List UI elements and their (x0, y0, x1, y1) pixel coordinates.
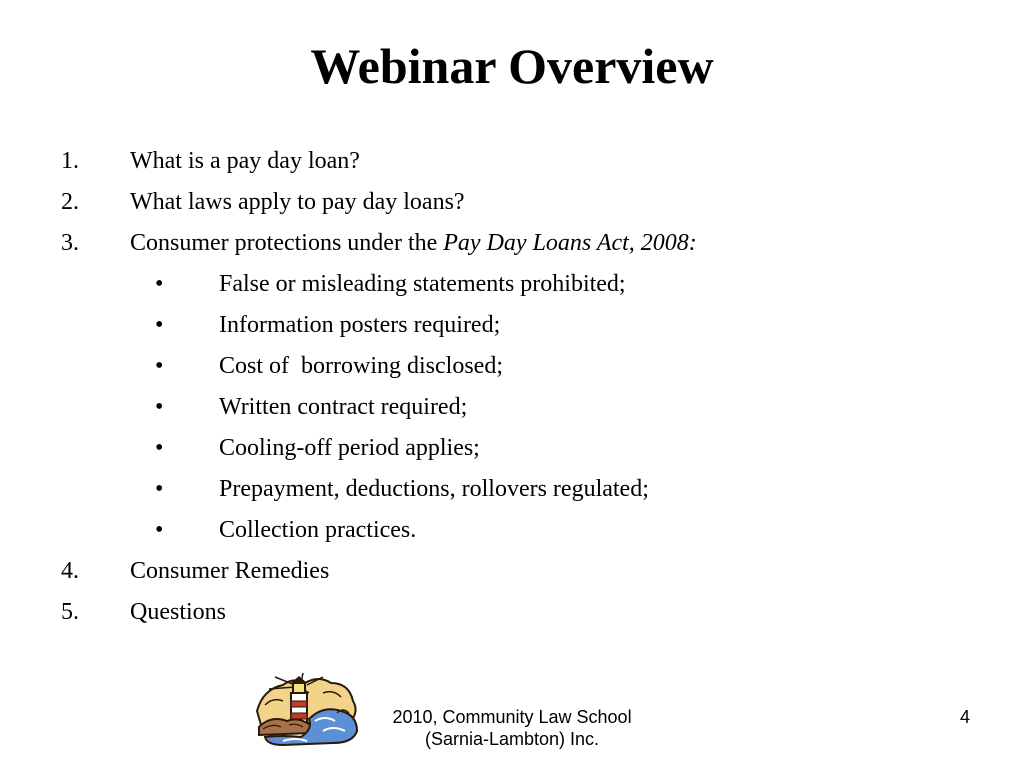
agenda-item-text: Consumer Remedies (130, 558, 330, 584)
protection-text: False or misleading statements prohibited; (219, 271, 626, 297)
protection-text: Cost of borrowing disclosed; (219, 353, 503, 379)
protection-bullet-item (0, 431, 1024, 472)
protection-text: Prepayment, deductions, rollovers regulated; (219, 476, 649, 502)
page-number: 4 (959, 707, 970, 727)
bullet-marker: • (155, 476, 164, 502)
agenda-item-text-prefix: Consumer protections under the (130, 230, 444, 256)
agenda-item-number: 3. (61, 230, 79, 256)
bullet-marker: • (155, 353, 164, 379)
bullet-marker: • (155, 312, 164, 338)
bullet-marker: • (155, 435, 164, 461)
agenda-item (0, 554, 1024, 595)
protection-bullet-item (0, 349, 1024, 390)
footer-copyright-line2: (Sarnia-Lambton) Inc. (424, 729, 600, 749)
agenda-item-text (130, 226, 697, 260)
bullet-marker: • (155, 271, 164, 297)
bullet-marker: • (155, 394, 164, 420)
agenda-item-text: What laws apply to pay day loans? (130, 189, 465, 215)
agenda-list (0, 144, 1024, 636)
protection-text: Information posters required; (219, 312, 501, 338)
bullet-marker: • (155, 517, 164, 543)
agenda-item-number: 4. (61, 558, 79, 584)
protection-bullet-item (0, 308, 1024, 349)
agenda-item (0, 595, 1024, 636)
agenda-item-number: 2. (61, 189, 79, 215)
protection-text: Written contract required; (219, 394, 468, 420)
protection-bullet-item (0, 513, 1024, 554)
protection-bullet-item (0, 472, 1024, 513)
footer-copyright-line1: 2010, Community Law School (392, 707, 632, 727)
agenda-item (0, 144, 1024, 185)
slide-title: Webinar Overview (310, 38, 714, 94)
protection-text: Collection practices. (219, 517, 417, 543)
footer-copyright (362, 706, 662, 750)
act-title: Pay Day Loans Act, 2008: (443, 230, 697, 256)
lighthouse-clipart-icon (253, 671, 363, 749)
agenda-item-text: What is a pay day loan? (130, 148, 360, 174)
protection-bullet-item (0, 390, 1024, 431)
agenda-item-text: Questions (130, 599, 226, 625)
protection-bullet-item (0, 267, 1024, 308)
agenda-item (0, 226, 1024, 267)
agenda-item-number: 1. (61, 148, 79, 174)
agenda-item-number: 5. (61, 599, 79, 625)
protection-text: Cooling-off period applies; (219, 435, 480, 461)
agenda-item (0, 185, 1024, 226)
